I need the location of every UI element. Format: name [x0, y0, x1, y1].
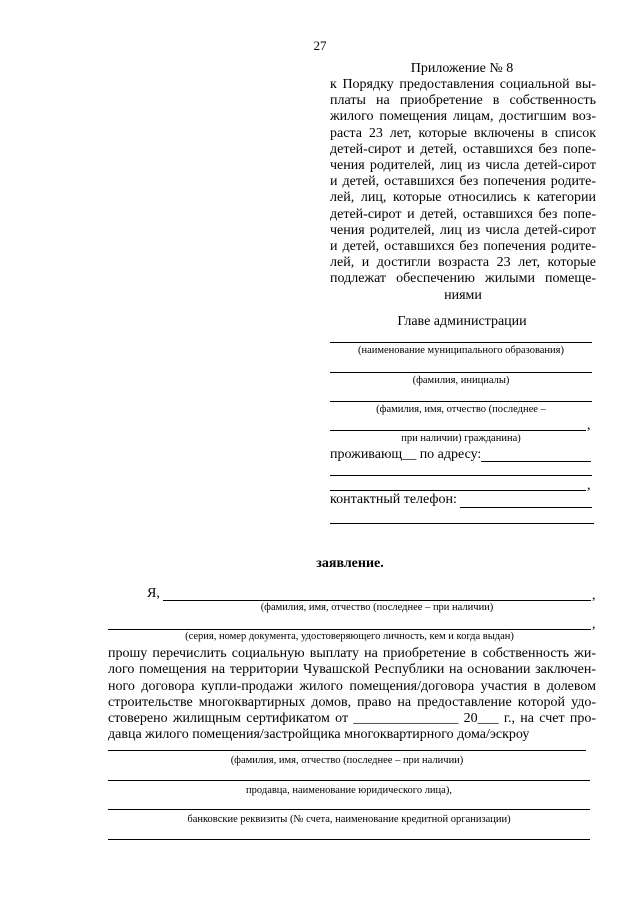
seller-org-caption: продавца, наименование юридического лица),	[246, 785, 452, 796]
bank-line[interactable]	[108, 809, 590, 810]
applicant-fio-caption: (фамилия, имя, отчество (последнее – при наличии)	[260, 602, 494, 613]
citizen-caption-1: (фамилия, имя, отчество (последнее –	[376, 404, 546, 415]
citizen-comma: ,	[587, 418, 591, 433]
municipality-caption: (наименование муниципального образования)	[357, 345, 565, 356]
phone-line[interactable]	[460, 507, 592, 508]
addressee-title: Главе администрации	[397, 314, 527, 329]
head-name-caption: (фамилия, инициалы)	[412, 375, 510, 386]
phone-label: контактный телефон:	[330, 492, 457, 507]
address-label: проживающ__ по адресу:	[330, 447, 482, 462]
address-comma: ,	[587, 478, 591, 493]
annex-title: Приложение № 8	[410, 61, 514, 76]
applicant-doc-line[interactable]	[108, 629, 591, 630]
address-line-2[interactable]	[330, 475, 592, 476]
applicant-doc-caption: (серия, номер документа, удостоверяющего личность, кем и когда выдан)	[185, 631, 514, 642]
head-name-line[interactable]	[330, 372, 592, 373]
statement-title: заявление.	[316, 556, 384, 571]
address-line-3[interactable]	[330, 490, 586, 491]
applicant-fio-line[interactable]	[163, 600, 591, 601]
citizen-caption-2: при наличии) гражданина)	[401, 433, 521, 444]
seller-fio-line[interactable]	[108, 750, 586, 751]
annex-text: к Порядку предоставления социальной выплаты на приобретение в собственность жилого помещения лицам, достигшим возраста 23 лет, которые включены в список детей-сирот и детей, оставшихся без попечения родителей, лиц из числа детей-сирот и детей, оставшихся без попечения родителей, лиц, которые относились к категории детей-сирот и детей, оставшихся без попечения родителей, лиц из числа детей-сирот и детей, оставшихся без попечения родителей, и достигли возраста 23 лет, которые подлежат обеспечению жилыми помещениями	[330, 77, 596, 303]
i-label: Я,	[147, 586, 160, 601]
municipality-line[interactable]	[330, 342, 592, 343]
bank-line-2[interactable]	[108, 839, 590, 840]
page-number: 27	[313, 38, 327, 53]
statement-body: прошу перечислить социальную выплату на приобретение в собственность жилого помещения на территории Чувашской Республики на основании заключенного договора купли-продажи жилого помещения/договора участия в долевом строительстве многоквартирных домов, право на предоставление которой удостоверено жилищным сертификатом от _______________ 20___ г., на счет продавца жилого помещения/застройщика многоквартирного дома/эскроу	[108, 646, 596, 743]
doc-comma: ,	[592, 617, 596, 632]
address-line-1[interactable]	[481, 461, 591, 462]
seller-org-line[interactable]	[108, 780, 590, 781]
citizen-line-1[interactable]	[330, 401, 592, 402]
bank-caption: банковские реквизиты (№ счета, наименование кредитной организации)	[187, 814, 511, 825]
phone-line-2[interactable]	[330, 523, 594, 524]
citizen-line-2[interactable]	[330, 430, 586, 431]
fio-comma: ,	[592, 588, 596, 603]
seller-fio-caption: (фамилия, имя, отчество (последнее – при наличии)	[230, 755, 464, 766]
